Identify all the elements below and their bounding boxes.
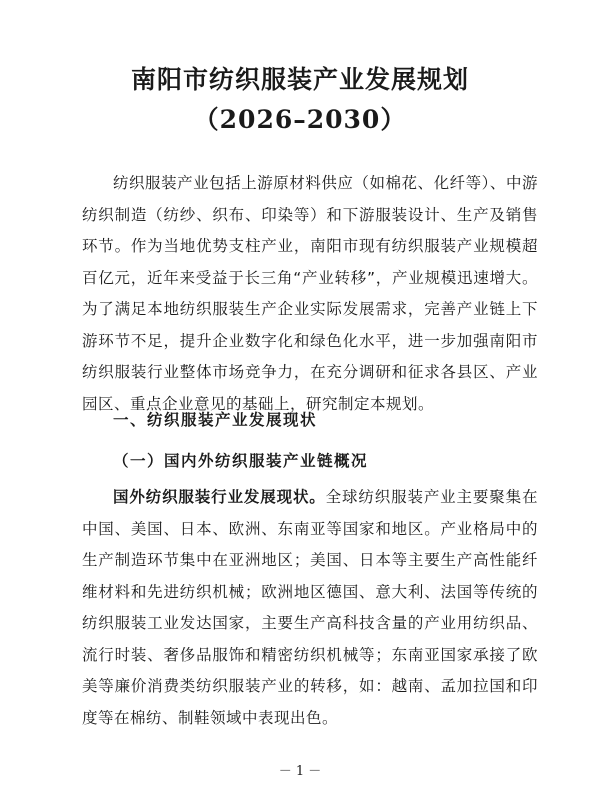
- paragraph-overseas-status: [82, 482, 538, 734]
- page-number: － 1 －: [278, 764, 322, 779]
- paragraph-body: 全球纺织服装产业主要聚集在中国、美国、日本、欧洲、东南亚等国家和地区。产业格局中的生产制造环节集中在亚洲地区；美国、日本等主要生产高性能纤维材料和先进纺织机械；欧洲地区德国、意大利、法国等传统的纺织服装工业发达国家，主要生产高科技含量的产业用纺织品、流行时装、奢侈品服饰和精密纺织机械等；东南亚国家承接了欧美等廉价消费类纺织服装产业的转移，如：越南、孟加拉国和印度等在棉纺、制鞋领域中表现出色。: [82, 488, 538, 727]
- document-title: 南阳市纺织服装产业发展规划: [130, 65, 469, 94]
- section-heading: 一、纺织服装产业发展现状: [113, 411, 318, 429]
- intro-paragraph: 纺织服装产业包括上游原材料供应（如棉花、化纤等）、中游纺织制造（纺纱、织布、印染等）和下游服装设计、生产及销售环节。作为当地优势支柱产业，南阳市现有纺织服装产业规模超百亿元，近年来受益于长三角“产业转移”，产业规模迅速增大。为了满足本地纺织服装生产企业实际发展需求，完善产业链上下游环节不足，提升企业数字化和绿色化水平，进一步加强南阳市纺织服装行业整体市场竞争力，在充分调研和征求各县区、产业园区、重点企业意见的基础上，研究制定本规划。: [82, 174, 538, 413]
- document-subtitle: （2026–2030）: [193, 105, 407, 134]
- subsection-heading: （一）国内外纺织服装产业链概况: [113, 452, 369, 470]
- paragraph-lead: 国外纺织服装行业发展现状。: [113, 488, 326, 506]
